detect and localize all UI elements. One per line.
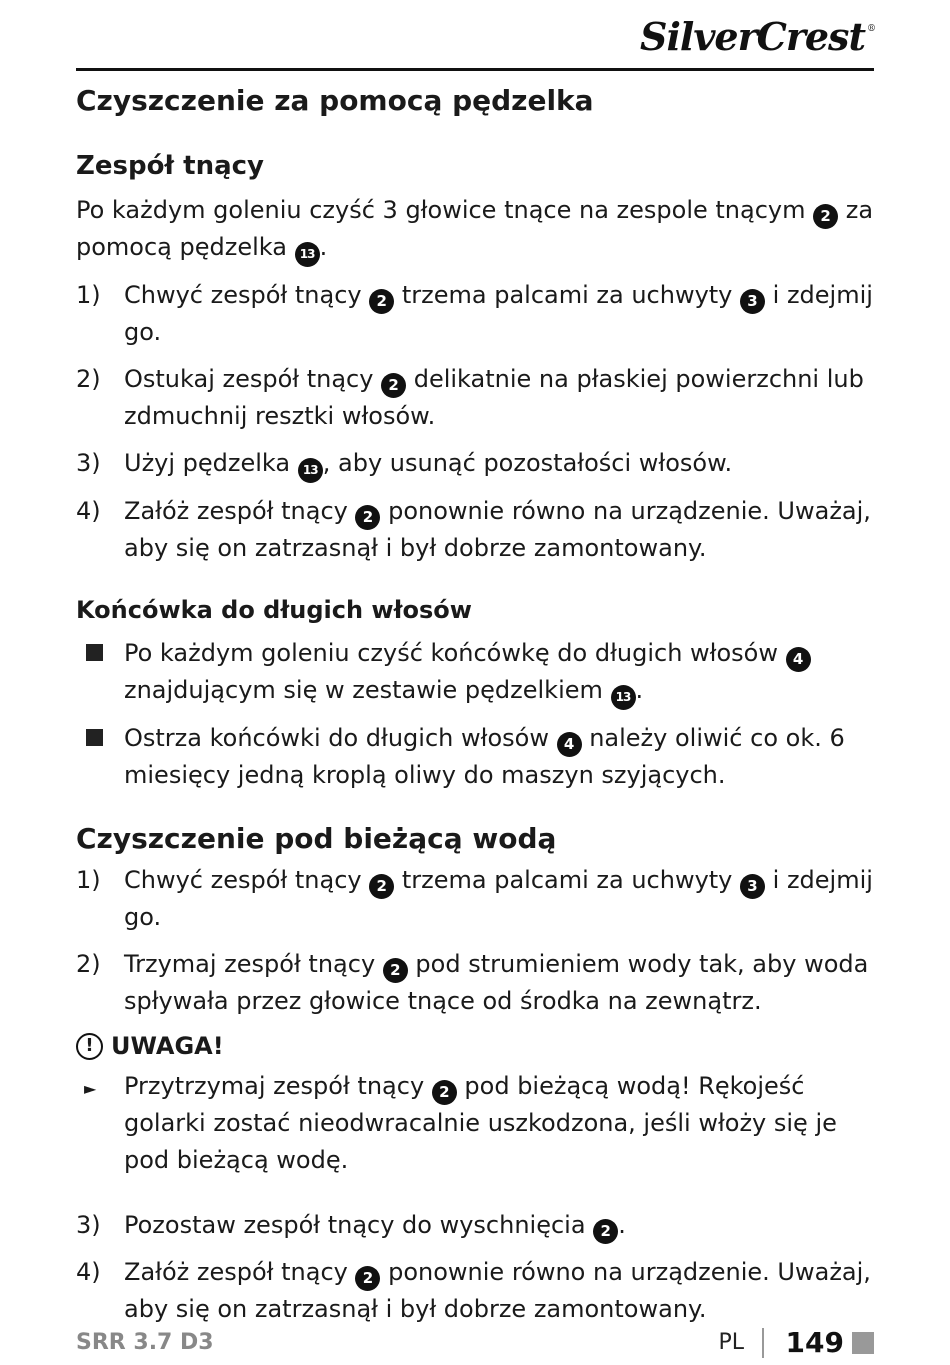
text: Załóż zespół tnący: [124, 497, 356, 525]
page-title: Czyszczenie za pomocą pędzelka: [76, 84, 594, 117]
text: trzema palcami za uchwyty: [394, 866, 741, 894]
ref-number: 2: [369, 289, 394, 314]
warning-text: [124, 1068, 874, 1179]
bullet-text: [124, 635, 874, 710]
warning-item: [76, 1068, 874, 1179]
section-heading-long-hair-trimmer: Końcówka do długich włosów: [76, 596, 472, 624]
ref-number: 13: [295, 242, 320, 267]
header-rule: [76, 68, 874, 71]
text: Załóż zespół tnący: [124, 1258, 356, 1286]
intro-text: za pomocą pędzelka: [76, 196, 874, 261]
footer-divider: [762, 1328, 764, 1358]
ref-number: 13: [298, 458, 323, 483]
text: Chwyć zespół tnący: [124, 866, 370, 894]
list-item: [76, 1207, 874, 1244]
brand-name: SilverCrest: [640, 14, 865, 59]
section-heading-running-water: Czyszczenie pod bieżącą wodą: [76, 822, 557, 855]
intro-paragraph: [76, 192, 874, 267]
step-text: [124, 277, 874, 351]
step-number: 1): [76, 866, 101, 894]
step-text: [124, 493, 874, 567]
ref-number: 2: [813, 204, 838, 229]
warning-icon: !: [76, 1033, 103, 1060]
step-number: 2): [76, 365, 101, 393]
text: Przytrzymaj zespół tnący: [124, 1072, 432, 1100]
ref-number: 3: [740, 874, 765, 899]
ref-number: 2: [593, 1219, 618, 1244]
list-item: [76, 445, 874, 483]
list-item: [76, 862, 874, 936]
step-text: [124, 1207, 874, 1244]
text: Po każdym goleniu czyść końcówkę do długich włosów: [124, 639, 786, 667]
step-number: 4): [76, 1258, 101, 1286]
text: Trzymaj zespół tnący: [124, 950, 383, 978]
list-item: [76, 277, 874, 351]
page-content: [76, 84, 874, 1338]
page-square-icon: [852, 1332, 874, 1354]
text: pod bieżącą wodą! Rękojeść golarki zostać nieodwracalnie uszkodzona, jeśli włoży się je pod bieżącą wodę.: [124, 1072, 837, 1174]
text: ponownie równo na urządzenie. Uważaj, aby się on zatrzasnął i był dobrze zamontowany.: [124, 497, 871, 562]
text: Użyj pędzelka: [124, 449, 298, 477]
intro-text: .: [319, 233, 328, 261]
step-number: 3): [76, 449, 101, 477]
page-footer: [76, 1328, 874, 1364]
ref-number: 2: [355, 505, 380, 530]
page-number: 149: [785, 1326, 844, 1359]
ref-number: 2: [355, 1266, 380, 1291]
bullet-square-icon: [76, 720, 124, 794]
ref-number: 2: [381, 373, 406, 398]
model-number: SRR 3.7 D3: [76, 1330, 214, 1355]
step-number: 1): [76, 281, 101, 309]
bullet-square-icon: [76, 635, 124, 710]
warning-label: UWAGA!: [111, 1032, 224, 1060]
language-code: PL: [718, 1330, 744, 1355]
text: Chwyć zespół tnący: [124, 281, 370, 309]
step-text: [124, 1254, 874, 1328]
text: .: [635, 676, 644, 704]
ref-number: 2: [383, 958, 408, 983]
text: Pozostaw zespół tnący do wyschnięcia: [124, 1211, 594, 1239]
text: Ostrza końcówki do długich włosów: [124, 724, 557, 752]
bullet-text: [124, 720, 874, 794]
section-heading-cutting-unit: Zespół tnący: [76, 151, 264, 181]
step-number: 4): [76, 497, 101, 525]
intro-text: Po każdym goleniu czyść 3 głowice tnące na zespole tnącym: [76, 196, 814, 224]
list-item: [76, 1254, 874, 1328]
arrow-right-icon: ►: [84, 1079, 97, 1098]
ref-number: 3: [740, 289, 765, 314]
text: należy oliwić co ok. 6 miesięcy jedną kroplą oliwy do maszyn szyjących.: [124, 724, 845, 789]
text: i zdejmij go.: [124, 281, 873, 346]
ref-number: 4: [786, 647, 811, 672]
ref-number: 4: [557, 732, 582, 757]
text: .: [618, 1211, 626, 1239]
text: , aby usunąć pozostałości włosów.: [322, 449, 733, 477]
ref-number: 2: [369, 874, 394, 899]
step-text: [124, 361, 874, 435]
ref-number: 13: [611, 685, 636, 710]
step-number: 2): [76, 950, 101, 978]
list-item: [76, 361, 874, 435]
text: pod strumieniem wody tak, aby woda spływała przez głowice tnące od środka na zewnątrz.: [124, 950, 869, 1015]
ref-number: 2: [432, 1080, 457, 1105]
warning-heading: [76, 1030, 874, 1062]
text: delikatnie na płaskiej powierzchni lub zdmuchnij resztki włosów.: [124, 365, 864, 430]
step-text: [124, 862, 874, 936]
list-item: [76, 720, 874, 794]
step-text: [124, 946, 874, 1020]
text: ponownie równo na urządzenie. Uważaj, aby się on zatrzasnął i był dobrze zamontowany.: [124, 1258, 871, 1323]
text: trzema palcami za uchwyty: [394, 281, 741, 309]
text: znajdującym się w zestawie pędzelkiem: [124, 676, 611, 704]
step-number: 3): [76, 1211, 101, 1239]
brand-logo: [640, 14, 875, 59]
registered-mark: ®: [867, 24, 875, 34]
list-item: [76, 493, 874, 567]
text: i zdejmij go.: [124, 866, 873, 931]
step-text: [124, 445, 874, 483]
text: Ostukaj zespół tnący: [124, 365, 382, 393]
list-item: [76, 635, 874, 710]
list-item: [76, 946, 874, 1020]
